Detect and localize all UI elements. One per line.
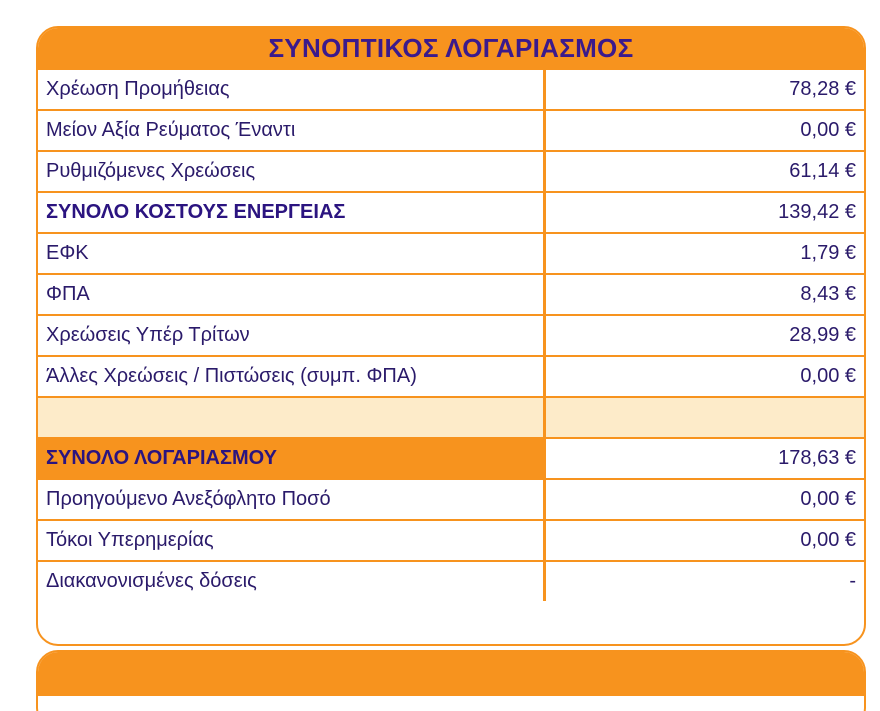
row-label: ΦΠΑ [38, 275, 546, 314]
row-label: Τόκοι Υπερημερίας [38, 521, 546, 560]
account-summary-table [36, 26, 866, 646]
summary-title: ΣΥΝΟΠΤΙΚΟΣ ΛΟΓΑΡΙΑΣΜΟΣ [38, 28, 864, 68]
row-label: Ρυθμιζόμενες Χρεώσεις [38, 152, 546, 191]
row-value: 8,43 € [800, 283, 856, 305]
table-row-installments [38, 560, 864, 601]
row-label: Διακανονισμένες δόσεις [38, 562, 546, 601]
row-label: Μείον Αξία Ρεύματος Έναντι [38, 111, 546, 150]
next-section-header [38, 652, 864, 696]
row-value: 178,63 € [778, 447, 856, 469]
table-row-advance-credit [38, 109, 864, 150]
row-value: 0,00 € [800, 365, 856, 387]
row-label: Προηγούμενο Ανεξόφλητο Ποσό [38, 480, 546, 519]
row-label: Χρέωση Προμήθειας [38, 70, 546, 109]
table-row-spacer [38, 396, 864, 437]
row-value: 78,28 € [789, 78, 856, 100]
table-row-regulated-charges [38, 150, 864, 191]
row-value: 0,00 € [800, 529, 856, 551]
row-label: ΕΦΚ [38, 234, 546, 273]
table-row-efk [38, 232, 864, 273]
table-row-energy-cost-total [38, 191, 864, 232]
row-value: - [849, 570, 856, 592]
row-value: 28,99 € [789, 324, 856, 346]
table-row-late-interest [38, 519, 864, 560]
table-row-vat [38, 273, 864, 314]
table-row-other-charges [38, 355, 864, 396]
row-value: 139,42 € [778, 201, 856, 223]
row-value [546, 398, 864, 437]
row-value: 1,79 € [800, 242, 856, 264]
row-label: Χρεώσεις Υπέρ Τρίτων [38, 316, 546, 355]
row-value: 61,14 € [789, 160, 856, 182]
row-label: ΣΥΝΟΛΟ ΚΟΣΤΟΥΣ ΕΝΕΡΓΕΙΑΣ [38, 193, 546, 232]
row-value: 0,00 € [800, 119, 856, 141]
table-row-third-party-charges [38, 314, 864, 355]
row-label [38, 398, 546, 437]
table-row-bill-total [38, 437, 864, 478]
row-label: ΣΥΝΟΛΟ ΛΟΓΑΡΙΑΣΜΟΥ [38, 439, 546, 478]
row-label: Άλλες Χρεώσεις / Πιστώσεις (συμπ. ΦΠΑ) [38, 357, 546, 396]
table-row-supply-charge [38, 68, 864, 109]
row-value: 0,00 € [800, 488, 856, 510]
table-row-previous-unpaid [38, 478, 864, 519]
next-section-box [36, 650, 866, 711]
